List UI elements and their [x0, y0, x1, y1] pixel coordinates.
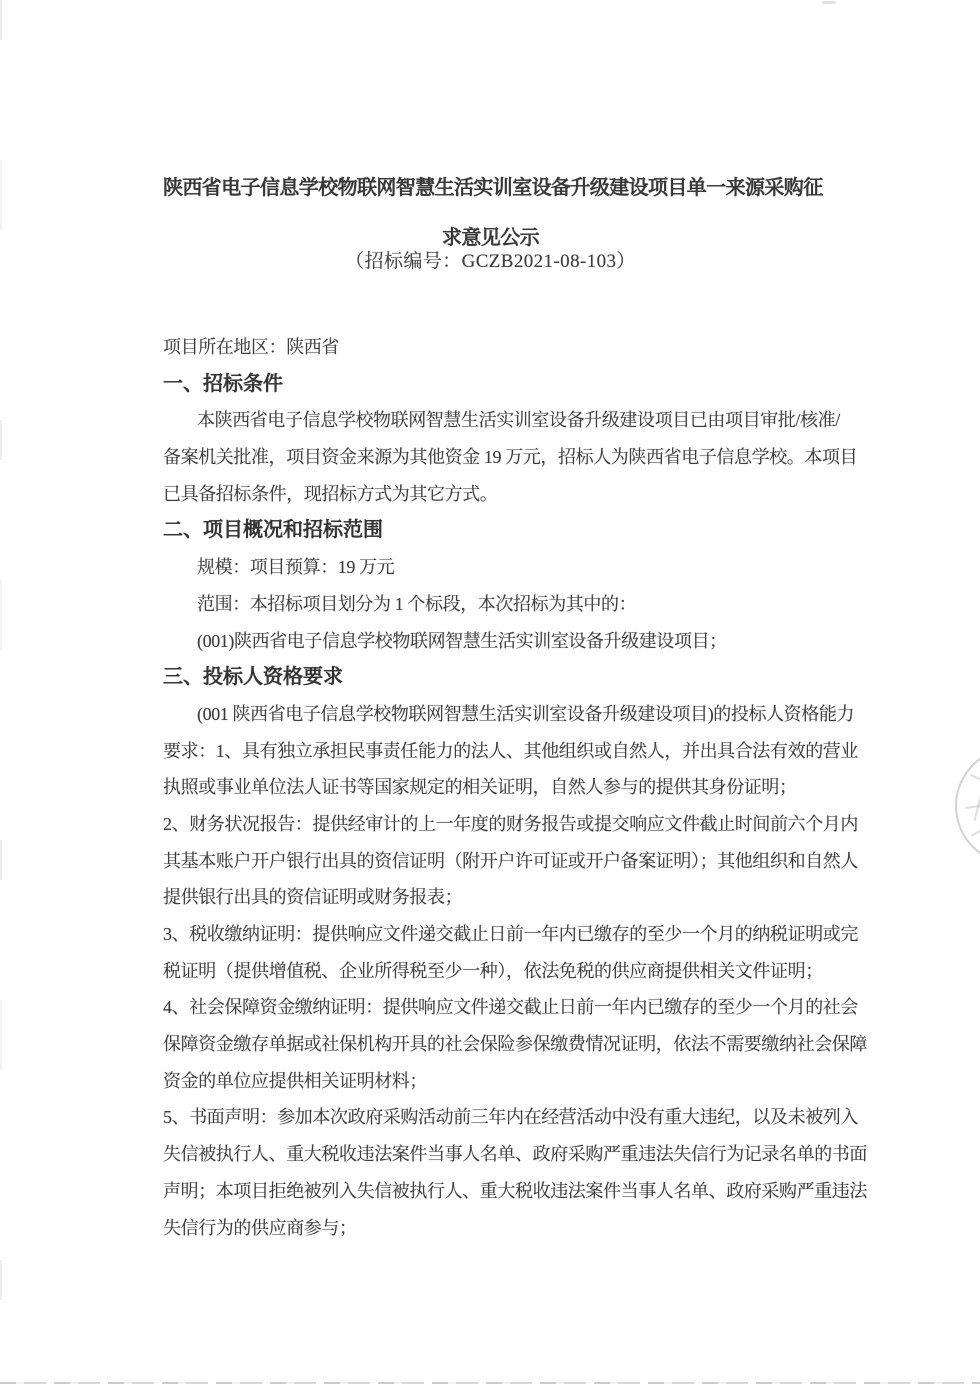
section-1-line: 已具备招标条件，现招标方式为其它方式。 — [163, 483, 498, 504]
section-1-line: 备案机关批准，项目资金来源为其他资金 19 万元，招标人为陕西省电子信息学校。本项目 — [163, 447, 858, 468]
section-1-heading: 一、招标条件 — [163, 372, 283, 395]
seal-mark — [971, 823, 980, 836]
scan-speck-artifact — [822, 1, 836, 4]
project-scope-line: 范围：本招标项目划分为 1 个标段，本次招标为其中的： — [197, 593, 637, 614]
section-3-line: 提供银行出具的资信证明或财务报表； — [163, 887, 463, 908]
scan-edge-artifact — [0, 0, 2, 1386]
section-3-line: 其基本账户开户银行出具的资信证明（附开户许可证或开户备案证明）；其他组织和自然人 — [163, 850, 858, 871]
section-3-line: 失信行为的供应商参与； — [163, 1217, 357, 1238]
document-body — [163, 329, 867, 1246]
section-1-line: 本陕西省电子信息学校物联网智慧生活实训室设备升级建设项目已由项目审批/核准/ — [197, 410, 840, 431]
tender-number: （招标编号：GCZB2021-08-103） — [345, 251, 636, 272]
section-2-heading: 二、项目概况和招标范围 — [163, 519, 383, 542]
section-3-line: 2、财务状况报告：提供经审计的上一年度的财务报告或提交响应文件截止时间前六个月内 — [163, 813, 858, 834]
project-lot-line: (001)陕西省电子信息学校物联网智慧生活实训室设备升级建设项目； — [197, 630, 727, 651]
section-3-line: 执照或事业单位法人证书等国家规定的相关证明，自然人参与的提供其身份证明； — [163, 777, 797, 798]
section-3-line: 声明；本项目拒绝被列入失信被执行人、重大税收违法案件当事人名单、政府采购严重违法 — [163, 1180, 867, 1201]
document-title-line-2: 求意见公示 — [442, 227, 539, 249]
section-3-line: 要求：1、具有独立承担民事责任能力的法人、其他组织或自然人，并出具合法有效的营业 — [163, 740, 858, 761]
scan-bottom-line-artifact — [0, 1382, 980, 1384]
seal-mark — [970, 774, 980, 786]
project-location-line: 项目所在地区：陕西省 — [163, 337, 339, 357]
section-3-line: 4、社会保障资金缴纳证明：提供响应文件递交截止日前一年内已缴存的至少一个月的社会 — [163, 997, 858, 1018]
section-3-line: 保障资金缴存单据或社保机构开具的社会保险参保缴费情况证明，依法不需要缴纳社会保障 — [163, 1034, 867, 1055]
section-3-line: 税证明（提供增值税、企业所得税至少一种），依法免税的供应商提供相关文件证明； — [163, 960, 823, 981]
section-3-line: 5、书面声明：参加本次政府采购活动前三年内在经营活动中没有重大违纪，以及未被列入 — [163, 1107, 858, 1128]
section-3-line: (001 陕西省电子信息学校物联网智慧生活实训室设备升级建设项目)的投标人资格能力 — [197, 703, 855, 724]
faint-circular-seal — [955, 747, 980, 865]
section-3-line: 失信被执行人、重大税收违法案件当事人名单、政府采购严重违法失信行为记录名单的书面 — [163, 1144, 867, 1165]
project-scale-line: 规模：项目预算：19 万元 — [197, 557, 395, 578]
section-3-heading: 三、投标人资格要求 — [163, 666, 343, 689]
document-title-line-1: 陕西省电子信息学校物联网智慧生活实训室设备升级建设项目单一来源采购征 — [163, 177, 823, 199]
section-3-line: 资金的单位应提供相关证明材料； — [163, 1070, 427, 1091]
section-3-line: 3、税收缴纳证明：提供响应文件递交截止日前一年内已缴存的至少一个月的纳税证明或完 — [163, 924, 858, 944]
